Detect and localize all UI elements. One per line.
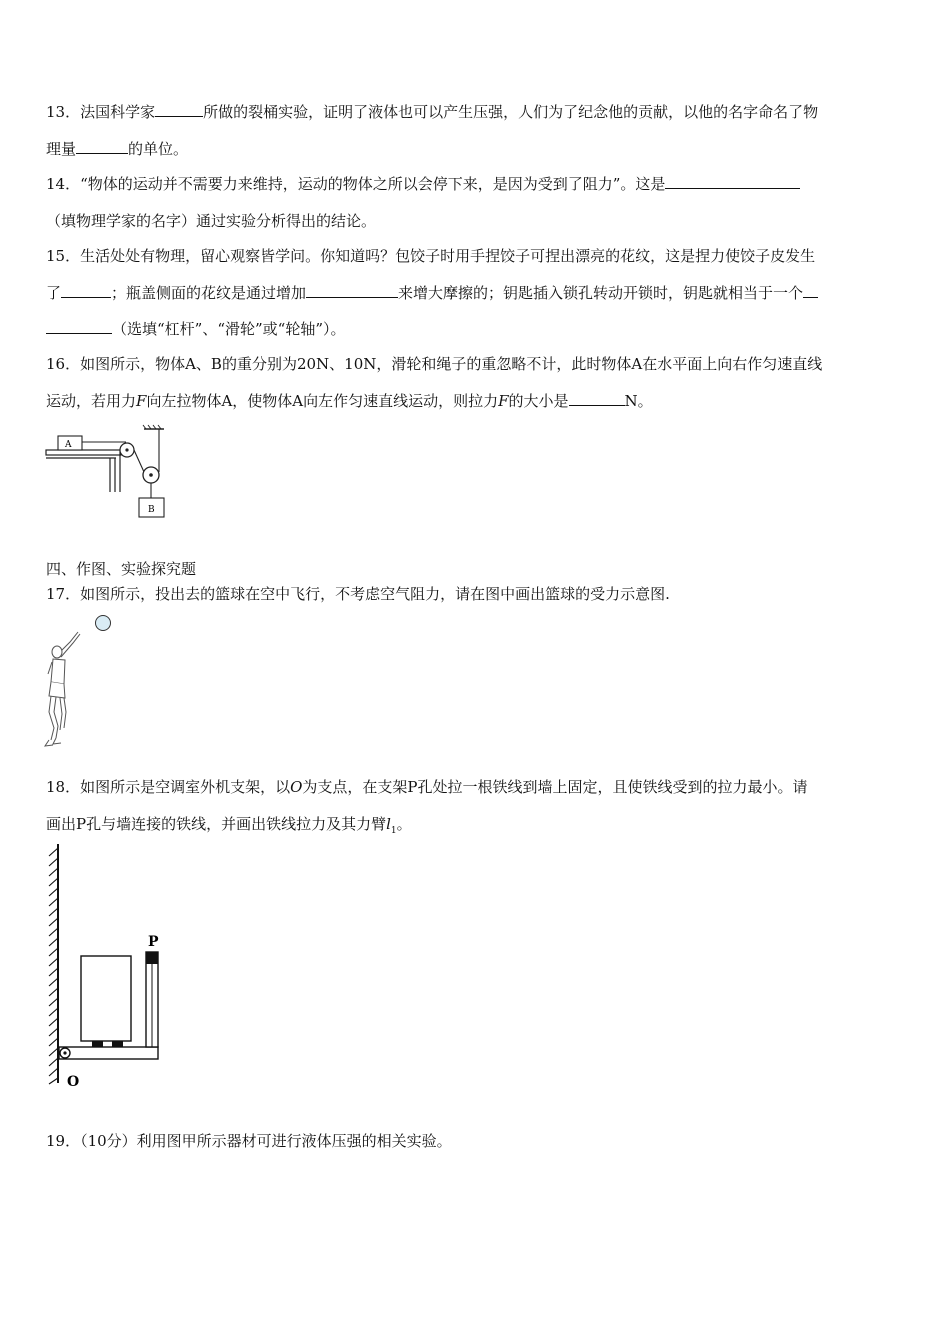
- q16-text-e: N。: [624, 392, 653, 410]
- q16-text-d: 的大小是: [508, 392, 569, 410]
- label-p: P: [148, 934, 159, 950]
- q16-pulley-figure: [40, 420, 180, 525]
- q18-text-a: 18．如图所示是空调室外机支架，以: [46, 778, 291, 796]
- player-figure: [45, 632, 80, 746]
- q18-line1: [46, 777, 808, 797]
- q13-text-c: 理量: [46, 140, 77, 158]
- q15-blank-2[interactable]: [306, 283, 398, 298]
- q19-line1: [46, 1131, 452, 1151]
- q18-text-c: 画出P孔与墙连接的铁线，并画出铁线拉力及其力臂: [46, 815, 387, 833]
- block-a-label: A: [65, 440, 72, 450]
- section-4-title-text: 四、作图、实验探究题: [46, 560, 197, 578]
- q16-blank[interactable]: [569, 391, 625, 406]
- q13-text-a: 13．法国科学家: [46, 103, 156, 121]
- ac-unit: [81, 956, 131, 1041]
- wall-hatching: [49, 848, 58, 1084]
- q18-pivot-symbol: O: [290, 778, 303, 796]
- q18-arm-symbol: l: [386, 815, 391, 833]
- q13-line1: [46, 102, 818, 122]
- q15-line3: [46, 319, 346, 339]
- q17-line1: [46, 584, 670, 604]
- q15-text-a: 15．生活处处有物理，留心观察皆学问。你知道吗？包饺子时用手捏饺子可捏出漂亮的花纹，这是捏力使饺子皮发生: [46, 247, 816, 265]
- q13-text-d: 的单位。: [128, 140, 189, 158]
- q18-text-b: 为支点，在支架P孔处拉一根铁线到墙上固定，且使铁线受到的拉力最小。请: [302, 778, 808, 796]
- basketball-icon: [96, 616, 111, 631]
- q13-text-b: 所做的裂桶实验，证明了液体也可以产生压强，人们为了纪念他的贡献，以他的名字命名了物: [203, 103, 819, 121]
- q14-text-a: 14．“物体的运动并不需要力来维持，运动的物体之所以会停下来，是因为受到了阻力”。这是: [46, 175, 666, 193]
- q15-blank-1[interactable]: [61, 283, 111, 298]
- unit-foot-right: [112, 1041, 123, 1047]
- q13-line2: [46, 139, 188, 159]
- q16-line1: [46, 354, 822, 374]
- q16-force-symbol-1: F: [136, 392, 147, 410]
- q15-line1: [46, 246, 815, 266]
- q16-line2: [46, 391, 653, 411]
- q13-blank-1[interactable]: [155, 102, 203, 117]
- q14-blank[interactable]: [665, 174, 800, 189]
- unit-foot-left: [92, 1041, 103, 1047]
- q14-text-b: （填物理学家的名字）通过实验分析得出的结论。: [46, 212, 377, 230]
- section-4-title: [46, 559, 196, 579]
- block-b-label: B: [148, 505, 155, 515]
- q15-text-b: 了: [46, 284, 62, 302]
- q15-text-e: （选填“杠杆”、“滑轮”或“轮轴”）。: [112, 320, 346, 338]
- q16-text-b: 运动，若用力: [46, 392, 137, 410]
- q13-blank-2[interactable]: [76, 139, 128, 154]
- q17-text: 17．如图所示，投出去的篮球在空中飞行，不考虑空气阻力，请在图中画出篮球的受力示意图.: [46, 585, 670, 603]
- q18-text-d: 。: [396, 815, 412, 833]
- q15-blank-3a[interactable]: [803, 283, 818, 298]
- q15-blank-3b[interactable]: [46, 319, 112, 334]
- label-o: O: [67, 1074, 80, 1090]
- p-hole: [146, 952, 158, 964]
- q18-arm-subscript: 1: [390, 826, 397, 836]
- q15-text-d: 来增大摩擦的；钥匙插入锁孔转动开锁时，钥匙就相当于一个: [398, 284, 804, 302]
- q16-force-symbol-2: F: [498, 392, 509, 410]
- q16-text-a: 16．如图所示，物体A、B的重分别为20N、10N，滑轮和绳子的重忽略不计，此时物体A在水平面上向右作匀速直线: [46, 355, 823, 373]
- q14-line2: [46, 211, 376, 231]
- bracket-horizontal: [59, 1047, 158, 1059]
- q17-basketball-figure: [40, 612, 120, 752]
- q18-bracket-figure: [40, 840, 180, 1095]
- table-top: [46, 450, 121, 455]
- q16-text-c: 向左拉物体A，使物体A向左作匀速直线运动，则拉力: [146, 392, 499, 410]
- q15-text-c: ；瓶盖侧面的花纹是通过增加: [111, 284, 307, 302]
- q19-text: 19．（10分）利用图甲所示器材可进行液体压强的相关实验。: [46, 1132, 452, 1150]
- q18-line2: [46, 814, 412, 841]
- q15-line2: [46, 283, 818, 303]
- q14-line1: [46, 174, 800, 194]
